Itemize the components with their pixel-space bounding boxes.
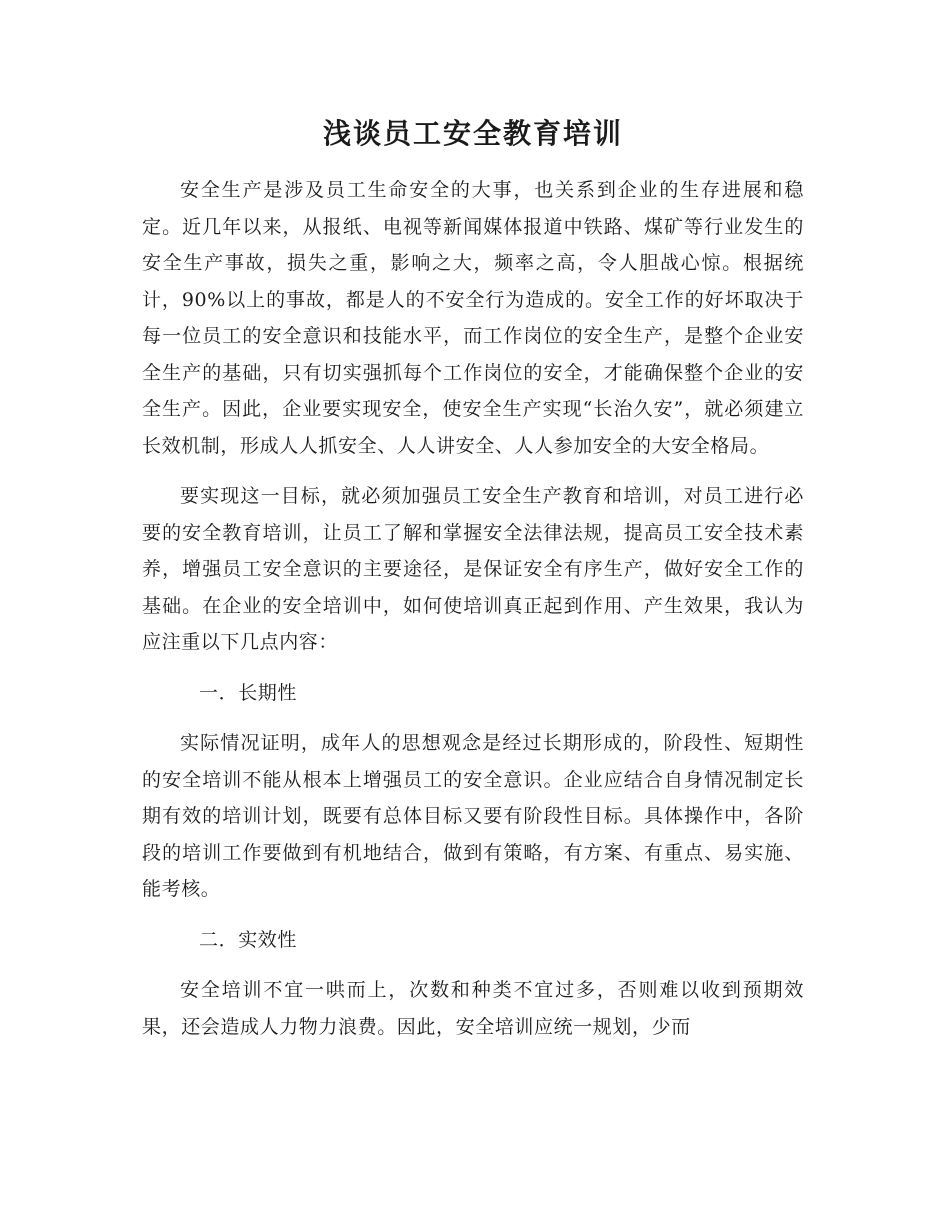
document-page bbox=[142, 110, 804, 1059]
paragraph-effectiveness: 安全培训不宜一哄而上，次数和种类不宜过多，否则难以收到预期效果，还会造成人力物力浪费。因此，安全培训应统一规划，少而 bbox=[142, 979, 804, 1038]
paragraph-goal: 要实现这一目标，就必须加强员工安全生产教育和培训，对员工进行必要的安全教育培训，让员工了解和掌握安全法律法规，提高员工安全技术素养，增强员工安全意识的主要途径，是保证安全有序生产，做好安全工作的基础。在企业的安全培训中，如何使培训真正起到作用、产生效果，我认为应注重以下几点内容： bbox=[142, 485, 804, 653]
section-heading-long-term: 一．长期性 bbox=[199, 681, 298, 704]
document-title: 浅谈员工安全教育培训 bbox=[322, 117, 623, 150]
paragraph-intro: 安全生产是涉及员工生命安全的大事，也关系到企业的生存进展和稳定。近几年以来，从报纸、电视等新闻媒体报道中铁路、煤矿等行业发生的安全生产事故，损失之重，影响之大，频率之高，令人胆战心惊。根据统计，90%以上的事故，都是人的不安全行为造成的。安全工作的好坏取决于每一位员工的安全意识和技能水平，而工作岗位的安全生产，是整个企业安全生产的基础，只有切实强抓每个工作岗位的安全，才能确保整个企业的安全生产。因此，企业要实现安全，使安全生产实现“长治久安”，就必须建立长效机制，形成人人抓安全、人人讲安全、人人参加安全的大安全格局。 bbox=[142, 179, 804, 457]
section-heading-effectiveness: 二．实效性 bbox=[199, 928, 298, 951]
paragraph-long-term: 实际情况证明，成年人的思想观念是经过长期形成的，阶段性、短期性的安全培训不能从根本上增强员工的安全意识。企业应结合自身情况制定长期有效的培训计划，既要有总体目标又要有阶段性目标。具体操作中，各阶段的培训工作要做到有机地结合，做到有策略，有方案、有重点、易实施、能考核。 bbox=[142, 732, 804, 900]
